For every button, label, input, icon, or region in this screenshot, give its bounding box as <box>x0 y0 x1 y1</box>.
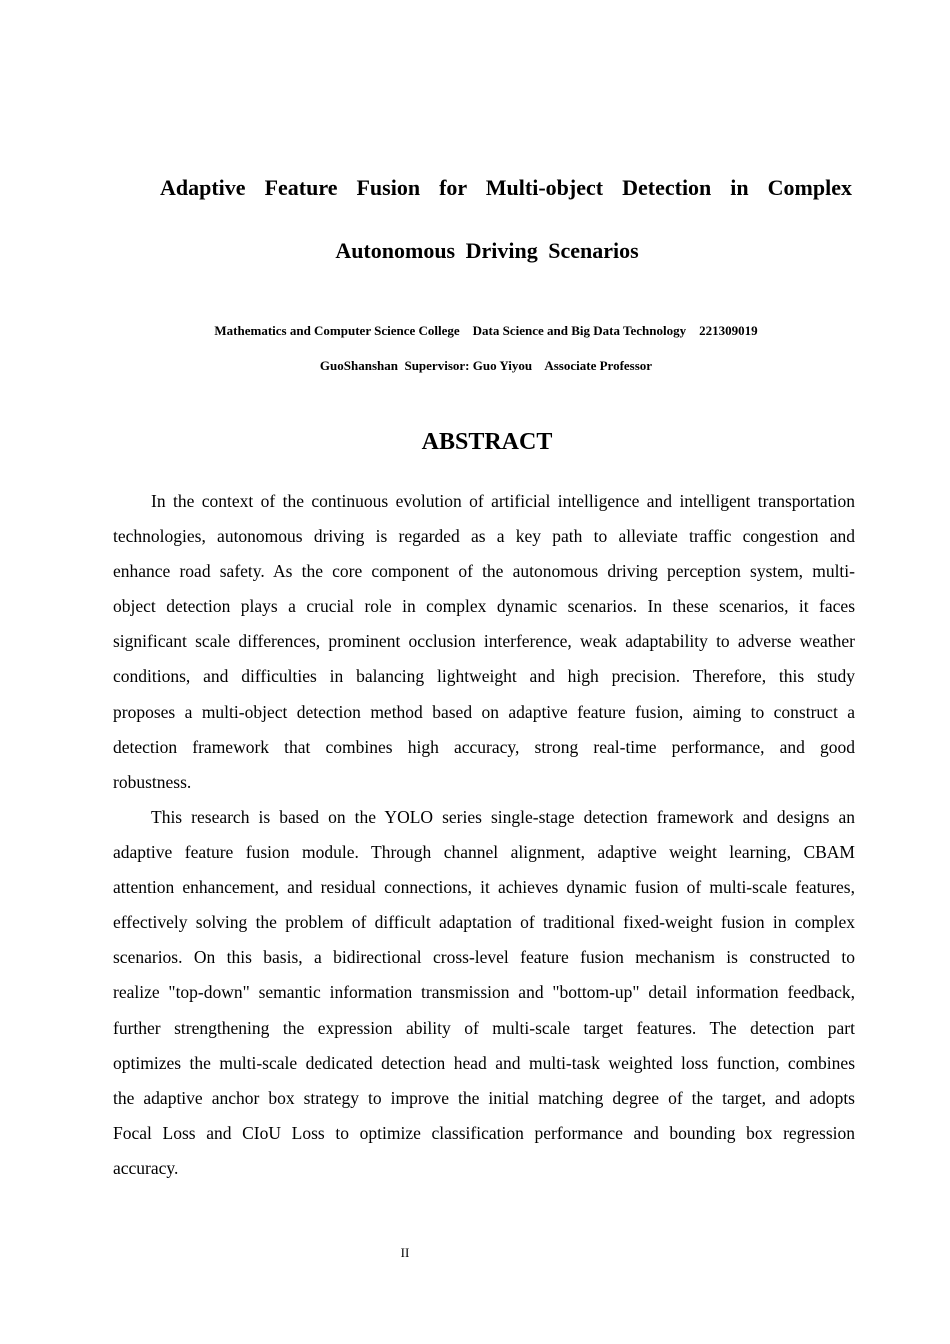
abstract-paragraph-2 <box>113 800 855 1186</box>
page-number: II <box>400 1245 410 1260</box>
author-supervisor-line: GuoShanshan Supervisor: Guo Yiyou Associate Professor <box>319 358 653 373</box>
abstract-paragraph-1 <box>113 484 855 800</box>
abstract-paragraph-2-text: This research is based on the YOLO series single-stage detection framework and designs an adaptive feature fusion module. Through channel alignment, adaptive weight learning, CBAM attention enhancement, and residual connections, it achieves dynamic fusion of multi-scale features, effectively solving the problem of difficult adaptation of traditional fixed-weight fusion in complex scenarios. On this basis, a bidirectional cross-level feature fusion mechanism is constructed to realize "top-down" semantic information transmission and "bottom-up" detail information feedback, further strengthening the expression ability of multi-scale target features. The detection part optimizes the multi-scale dedicated detection head and multi-task weighted loss function, combines the adaptive anchor box strategy to improve the initial matching degree of the target, and adopts Focal Loss and CIoU Loss to optimize classification performance and bounding box regression accuracy. <box>113 807 855 1178</box>
abstract-paragraph-1-text: In the context of the continuous evolution of artificial intelligence and intelligent transportation technologies, autonomous driving is regarded as a key path to alleviate traffic congestion and enhance road safety. As the core component of the autonomous driving perception system, multi-object detection plays a crucial role in complex dynamic scenarios. In these scenarios, it faces significant scale differences, prominent occlusion interference, weak adaptability to adverse weather conditions, and difficulties in balancing lightweight and high precision. Therefore, this study proposes a multi-object detection method based on adaptive feature fusion, aiming to construct a detection framework that combines high accuracy, strong real-time performance, and good robustness. <box>113 491 855 792</box>
title-line-1: Adaptive Feature Fusion for Multi-object Detection in Complex <box>160 175 852 200</box>
abstract-heading: ABSTRACT <box>421 429 553 455</box>
author-affiliation-line: Mathematics and Computer Science College Data Science and Big Data Technology 221309019 <box>214 323 758 338</box>
title-line-2: Autonomous Driving Scenarios <box>335 238 639 263</box>
